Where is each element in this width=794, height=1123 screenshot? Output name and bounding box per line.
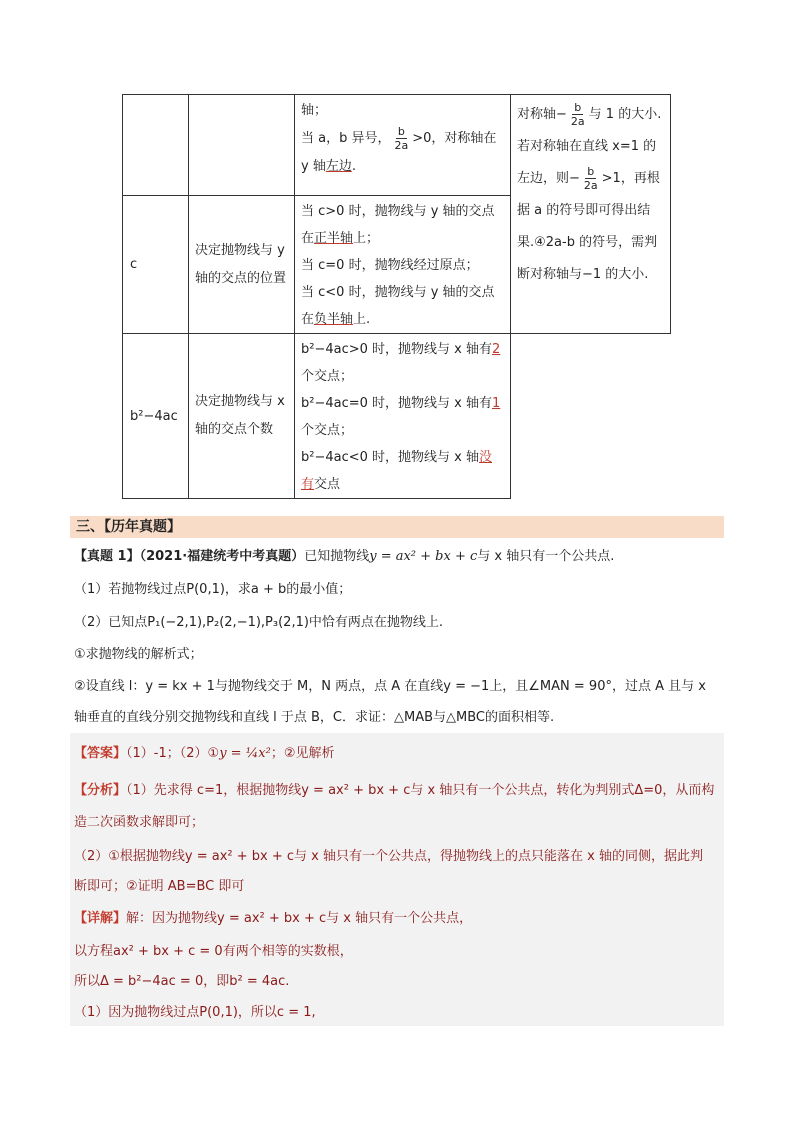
detail-line-2: 以方程ax² + bx + c = 0有两个相等的实数根，: [74, 944, 353, 959]
analysis-line-1: 【分析】（1）先求得 c=1，根据抛物线y = ax² + bx + c与 x 轴只有一个公共点，转化为判别式Δ=0，从而构: [74, 783, 715, 798]
table-cell-role: 决定抛物线与 x 轴的交点个数: [189, 334, 295, 499]
table-row: [123, 334, 671, 499]
analysis-line-4: 断即可；②证明 AB=BC 即可: [74, 879, 245, 894]
table-cell-detail: 当 c>0 时，抛物线与 y 轴的交点在正半轴上； 当 c=0 时，抛物线经过原点； 当 c<0 时，抛物线与 y 轴的交点在负半轴上.: [295, 196, 511, 334]
detail-line-1: 【详解】解：因为抛物线y = ax² + bx + c与 x 轴只有一个公共点，: [74, 911, 473, 926]
detail-line: y 轴左边.: [301, 159, 356, 174]
question-2: （2）已知点P₁(−2,1),P₂(2,−1),P₃(2,1)中恰有两点在抛物线上.: [74, 615, 444, 630]
question-2-part-2: ②设直线 l：y = kx + 1与抛物线交于 M，N 两点，点 A 在直线y = −1上，且∠MAN = 90°，过点 A 且与 x: [74, 679, 706, 694]
table-cell-role: 决定抛物线与 y 轴的交点的位置: [189, 196, 295, 334]
detail-line: 轴；: [301, 103, 328, 118]
detail-line-3: 所以Δ = b²−4ac = 0，即b² = 4ac.: [74, 974, 290, 989]
table-cell-symbol: b²−4ac: [123, 334, 189, 499]
fraction: $\frac{b}{2a}$: [570, 101, 585, 128]
answer-line: 【答案】（1）-1；（2）①y = ¼x²；②见解析: [74, 746, 335, 761]
question-2-part-1: ①求抛物线的解析式；: [74, 647, 203, 662]
fraction: $\frac{b}{2a}$: [394, 125, 409, 152]
table-cell-note: [511, 95, 671, 334]
question-2-part-2-cont: 轴垂直的直线分别交抛物线和直线 l 于点 B，C．求证：△MAB与△MBC的面积相等.: [74, 710, 555, 725]
question-1: （1）若抛物线过点P(0,1)，求a + b的最小值；: [74, 582, 352, 597]
problem-stem: 【真题 1】（2021·福建统考中考真题）已知抛物线y = ax² + bx + c与 x 轴只有一个公共点.: [74, 549, 615, 564]
analysis-line-3: （2）①根据抛物线y = ax² + bx + c与 x 轴只有一个公共点，得抛物线上的点只能落在 x 轴的同侧，据此判: [74, 849, 703, 864]
table-cell-detail: [295, 95, 511, 196]
property-table: [122, 94, 671, 499]
detail-line-4: （1）因为抛物线过点P(0,1)，所以c = 1,: [74, 1005, 316, 1020]
analysis-line-2: 造二次函数求解即可；: [74, 815, 205, 830]
note-text: 对称轴− $\frac{b}{2a}$ 与 1 的大小. 若对称轴在直线 x=1 的左边，则− $\frac{b}{2a}$ >1，再根据 a 的符号即可得出结果.④2a-b 的符号，需判断对称轴与−1 的大小.: [517, 101, 662, 282]
detail-line: 当 a，b 异号， $\frac{b}{2a}$ >0，对称轴在: [301, 125, 497, 152]
table-row: [123, 95, 671, 196]
table-cell-symbol: c: [123, 196, 189, 334]
fraction: $\frac{b}{2a}$: [583, 165, 598, 192]
table-cell-detail: b²−4ac>0 时，抛物线与 x 轴有2个交点； b²−4ac=0 时，抛物线与 x 轴有1个交点； b²−4ac<0 时，抛物线与 x 轴没有交点: [295, 334, 511, 499]
section-header: 三、【历年真题】: [70, 516, 724, 538]
table-cell-empty: [123, 95, 189, 196]
table-cell-empty: [189, 95, 295, 196]
